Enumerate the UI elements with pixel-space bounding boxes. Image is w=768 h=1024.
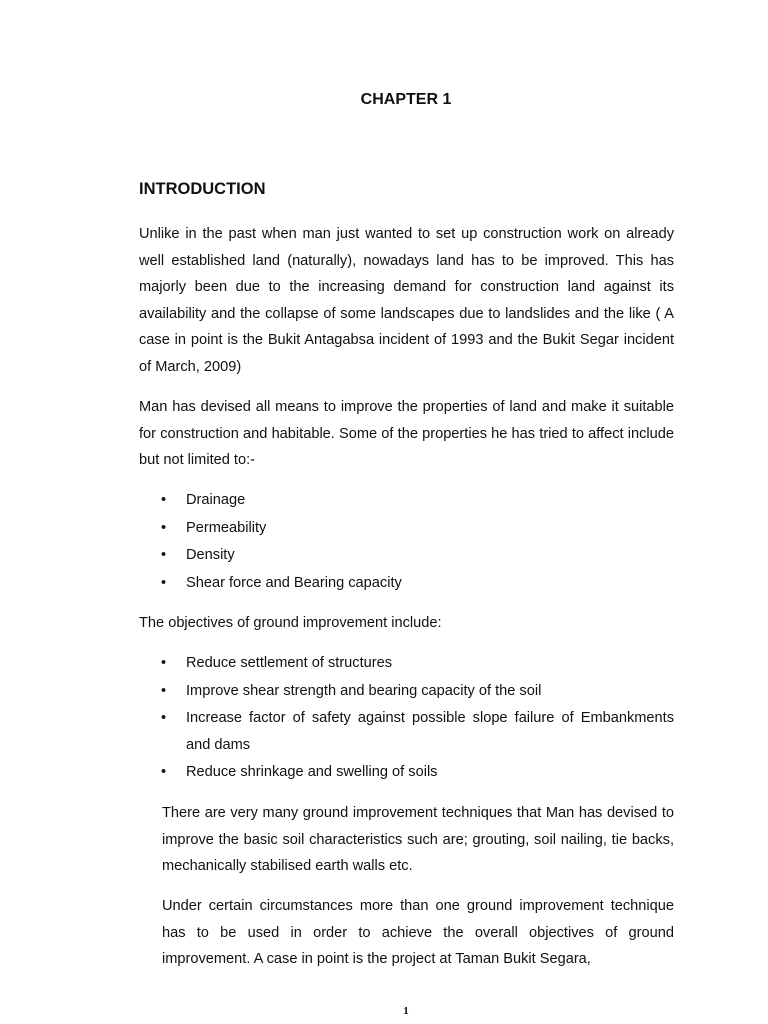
list-item: [139, 542, 674, 569]
paragraph-objectives-intro: The objectives of ground improvement include:: [139, 615, 442, 631]
bullet-icon: •: [161, 710, 167, 727]
list-item-text: Improve shear strength and bearing capacity of the soil: [186, 682, 542, 699]
list-item-text: Reduce settlement of structures: [186, 655, 393, 671]
page-number: 1: [403, 1005, 409, 1017]
paragraph-combined-techniques: Under certain circumstances more than one ground improvement technique has to be used in order to achieve the overall objectives of ground improvement. A case in point is the project at Taman Bukit Segara,: [162, 898, 674, 968]
list-item-text: Reduce shrinkage and swelling of soils: [186, 764, 438, 781]
bullet-icon: •: [161, 682, 167, 699]
section-heading: INTRODUCTION: [139, 180, 266, 198]
list-item: [139, 570, 674, 597]
bullet-icon: •: [161, 574, 167, 591]
list-item-text: Permeability: [186, 519, 267, 536]
list-item-text: Density: [186, 547, 235, 564]
list-item: [139, 759, 674, 786]
list-item-text: Increase factor of safety against possible slope failure of Embankments and dams: [186, 710, 674, 753]
bullet-icon: •: [161, 655, 167, 671]
list-item: [139, 650, 674, 677]
chapter-title: CHAPTER 1: [360, 91, 452, 108]
list-item: [139, 678, 674, 705]
list-item: [139, 515, 674, 542]
list-item-text: Drainage: [186, 492, 246, 508]
properties-list: [139, 487, 674, 597]
list-item: [139, 705, 674, 758]
bullet-icon: •: [161, 764, 167, 781]
objectives-list: [139, 650, 674, 787]
list-item: [139, 487, 674, 514]
bullet-icon: •: [161, 547, 167, 564]
paragraph-techniques: There are very many ground improvement techniques that Man has devised to improve the basic soil characteristics such are; grouting, soil nailing, tie backs, mechanically stabilised earth walls etc.: [162, 805, 674, 875]
paragraph-intro: Unlike in the past when man just wanted to set up construction work on already well established land (naturally), nowadays land has to be improved. This has majorly been due to the increasing demand for construction land against its availability and the collapse of some landscapes due to landslides and the like ( A case in point is the Bukit Antagabsa incident of 1993 and the Bukit Segar incident of March, 2009): [139, 226, 674, 375]
list-item-text: Shear force and Bearing capacity: [186, 574, 402, 591]
bullet-icon: •: [161, 492, 167, 508]
paragraph-properties-intro: Man has devised all means to improve the properties of land and make it suitable for construction and habitable. Some of the properties he has tried to affect include but not limited to:-: [139, 399, 674, 469]
bullet-icon: •: [161, 519, 167, 536]
